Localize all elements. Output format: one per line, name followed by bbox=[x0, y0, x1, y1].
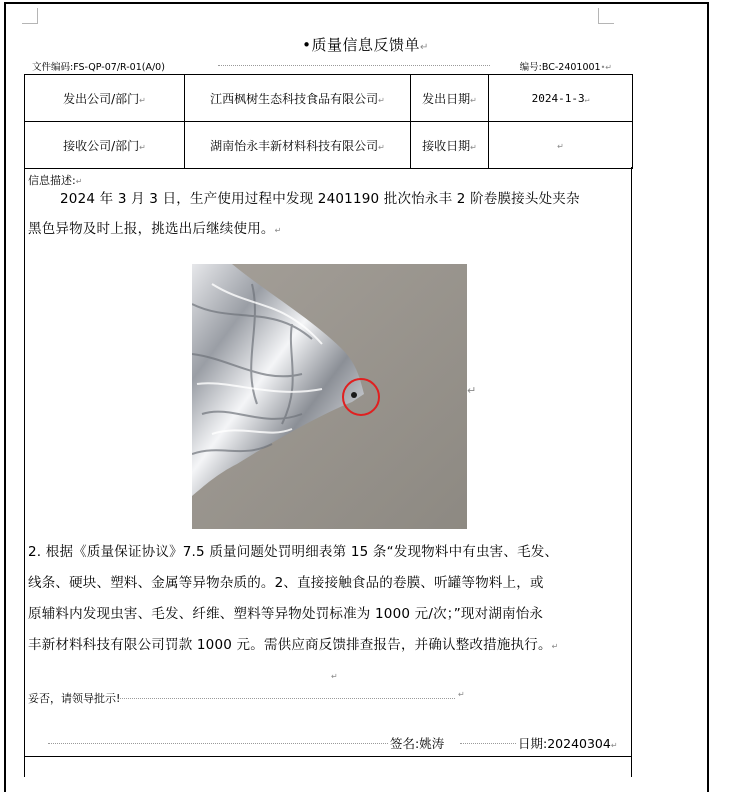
table-cell bbox=[185, 122, 411, 169]
serial-text: 编号:BC-2401001 bbox=[519, 62, 601, 73]
clause-text: 丰新材料科技有限公司罚款 1000 元。需供应商反馈排查报告，并确认整改措施执行。 bbox=[28, 637, 552, 653]
cell-text: 发出公司/部门 bbox=[63, 91, 140, 106]
margin-corner-mark-right bbox=[598, 8, 614, 24]
table-cell bbox=[411, 75, 489, 122]
paragraph-mark-icon: ↵ bbox=[419, 42, 429, 53]
description-text: 黑色异物及时上报，挑选出后继续使用。 bbox=[28, 221, 275, 237]
paragraph-mark-icon: ↵ bbox=[557, 142, 564, 151]
header-info-table bbox=[24, 74, 633, 169]
cell-text: 江西枫树生态科技食品有限公司 bbox=[210, 91, 379, 106]
clause-line-2: 线条、硬块、塑料、金属等异物杂质的。2、直接接触食品的卷膜、听罐等物料上，或 bbox=[28, 575, 544, 591]
document-code: 文件编码:FS-QP-07/R-01(A/0) bbox=[32, 62, 165, 73]
dotted-leader bbox=[48, 743, 388, 744]
dotted-leader bbox=[120, 698, 455, 699]
signature-line bbox=[28, 734, 630, 754]
clause-line-1: 2. 根据《质量保证协议》7.5 质量问题处罚明细表第 15 条“发现物料中有虫害、毛发、 bbox=[28, 544, 559, 560]
signature-date-text: 日期:20240304 bbox=[518, 736, 611, 751]
table-row bbox=[25, 122, 633, 169]
table-cell bbox=[185, 75, 411, 122]
margin-corner-mark-left bbox=[22, 8, 38, 24]
table-cell bbox=[411, 122, 489, 169]
paragraph-mark-icon: ↵ bbox=[584, 94, 590, 104]
paragraph-mark-icon: ↵ bbox=[274, 226, 282, 235]
clause-line-4 bbox=[28, 630, 632, 662]
anchor-mark: ↵ bbox=[467, 384, 477, 397]
table-row bbox=[25, 75, 633, 122]
description-line-2 bbox=[28, 214, 632, 246]
paragraph-mark-icon: ↵ bbox=[551, 642, 559, 651]
table-cell bbox=[25, 122, 185, 169]
table-cell bbox=[489, 122, 633, 169]
paragraph-mark-icon: •↵ bbox=[600, 63, 612, 72]
info-label-text: 信息描述: bbox=[28, 174, 76, 187]
description-line-1: 2024 年 3 月 3 日，生产使用过程中发现 2401190 批次怡永丰 2 阶卷膜接头处夹杂 bbox=[60, 191, 580, 207]
cell-text: 接收日期 bbox=[422, 138, 471, 153]
dotted-leader bbox=[218, 65, 490, 66]
title-text: •质量信息反馈单 bbox=[302, 36, 420, 54]
paragraph-mark-icon: ↵ bbox=[139, 142, 146, 152]
paragraph-mark-icon: ↵ bbox=[75, 177, 83, 186]
dotted-leader bbox=[460, 743, 516, 744]
paragraph-mark-icon: ↵ bbox=[331, 672, 338, 681]
approval-request-line bbox=[28, 690, 628, 706]
table-cell bbox=[489, 75, 633, 122]
defect-photo bbox=[192, 264, 467, 529]
cell-text: 2024-1-3 bbox=[531, 91, 585, 105]
cell-text: 发出日期 bbox=[422, 91, 471, 106]
document-serial bbox=[520, 59, 612, 73]
paragraph-mark-icon: ↵ bbox=[610, 741, 618, 750]
paragraph-mark-icon: ↵ bbox=[458, 690, 465, 699]
signature-date bbox=[518, 734, 618, 752]
signature-text: 签名:姚涛 bbox=[390, 736, 445, 751]
paragraph-mark-icon: ↵ bbox=[378, 95, 385, 105]
paragraph-mark-icon: ↵ bbox=[470, 95, 477, 105]
document-code-line bbox=[26, 59, 630, 72]
defect-photo-image bbox=[192, 264, 467, 529]
paragraph-mark-icon: ↵ bbox=[470, 142, 477, 152]
paragraph-mark-icon: ↵ bbox=[378, 142, 385, 152]
paragraph-mark-icon: ↵ bbox=[139, 95, 146, 105]
approval-request-text: 妥否，请领导批示! bbox=[28, 692, 121, 705]
clause-line-3: 原辅料内发现虫害、毛发、纤维、塑料等异物处罚标准为 1000 元/次；”现对湖南怡永 bbox=[28, 606, 544, 622]
document-title bbox=[0, 34, 731, 55]
cell-text: 接收公司/部门 bbox=[63, 138, 140, 153]
table-cell bbox=[25, 75, 185, 122]
bottom-rule bbox=[24, 756, 631, 757]
black-foreign-particle bbox=[351, 392, 357, 398]
cell-text: 湖南怡永丰新材料科技有限公司 bbox=[210, 138, 379, 153]
